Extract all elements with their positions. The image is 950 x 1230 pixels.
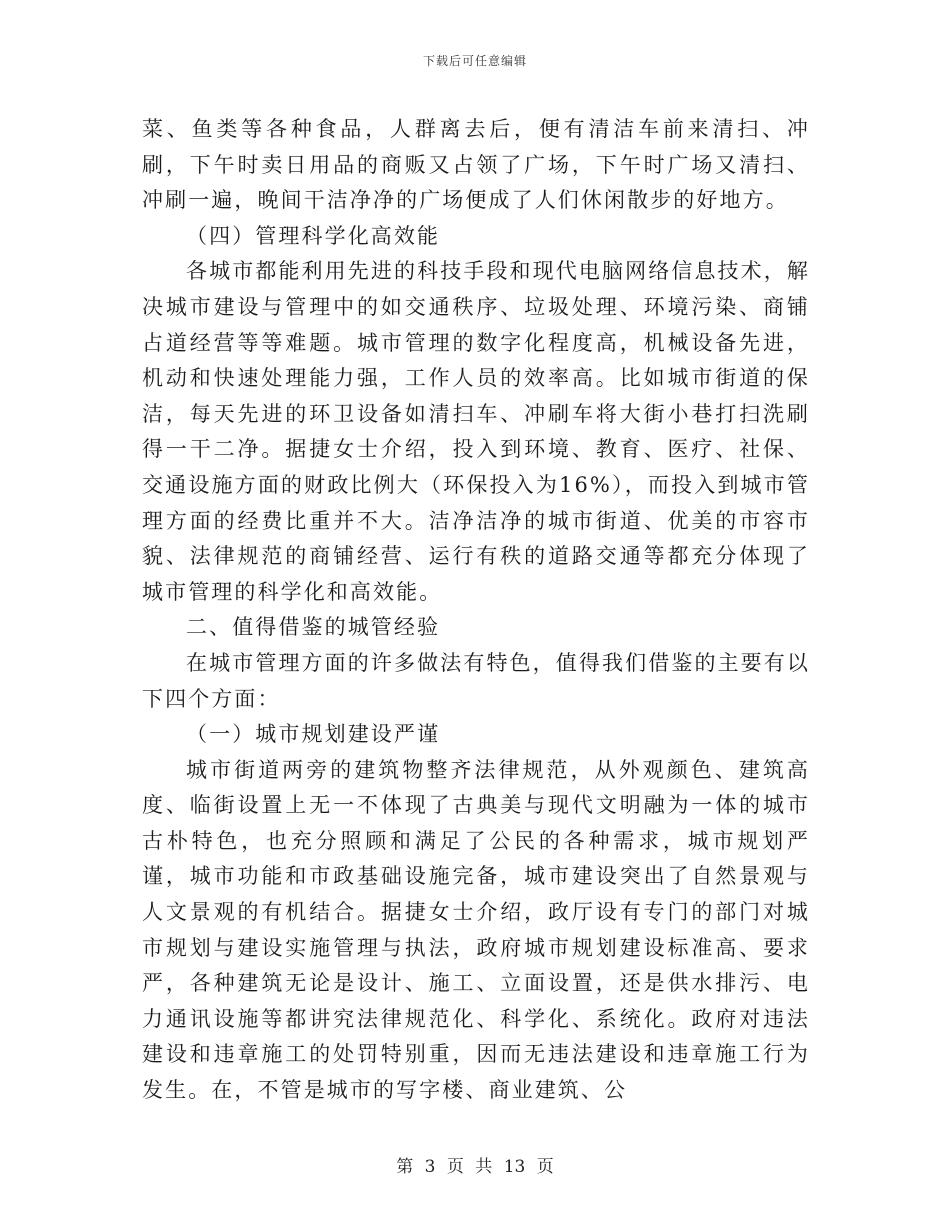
document-body <box>142 112 810 1109</box>
paragraph-experience-intro: 在城市管理方面的许多做法有特色，值得我们借鉴的主要有以下四个方面： <box>142 650 810 711</box>
section-heading-planning: （一）城市规划建设严谨 <box>186 722 441 747</box>
page-header: 下载后可任意编辑 <box>422 54 527 68</box>
paragraph-market-cleaning: 菜、鱼类等各种食品，人群离去后，便有清洁车前来清扫、冲刷，下午时卖日用品的商贩又占领了广场，下午时广场又清扫、冲刷一遍，晚间干洁净净的广场便成了人们休闲散步的好地方。 <box>142 117 810 213</box>
paragraph-management: 各城市都能利用先进的科技手段和现代电脑网络信息技术，解决城市建设与管理中的如交通秩序、垃圾处理、环境污染、商铺占道经营等等难题。城市管理的数字化程度高，机械设备先进，机动和快速处理能力强，工作人员的效率高。比如城市街道的保洁，每天先进的环卫设备如清扫车、冲刷车将大街小巷打扫洗刷得一干二净。据捷女士介绍，投入到环境、教育、医疗、社保、交通设施方面的财政比例大（环保投入为16%），而投入到城市管理方面的经费比重并不大。洁净洁净的城市街道、优美的市容市貌、法律规范的商铺经营、运行有秩的道路交通等都充分体现了城市管理的科学化和高效能。 <box>142 259 810 604</box>
section-heading-management: （四）管理科学化高效能 <box>186 223 441 248</box>
section-heading-experience: 二、值得借鉴的城管经验 <box>186 615 441 640</box>
paragraph-planning: 城市街道两旁的建筑物整齐法律规范，从外观颜色、建筑高度、临街设置上无一不体现了古典美与现代文明融为一体的城市古朴特色，也充分照顾和满足了公民的各种需求，城市规划严谨，城市功能和市政基础设施完备，城市建设突出了自然景观与人文景观的有机结合。据捷女士介绍，政厅设有专门的部门对城市规划与建设实施管理与执法，政府城市规划建设标准高、要求严，各种建筑无论是设计、施工、立面设置，还是供水排污、电力通讯设施等都讲究法律规范化、科学化、系统化。政府对违法建设和违章施工的处罚特别重，因而无违法建设和违章施工行为发生。在，不管是城市的写字楼、商业建筑、公 <box>142 757 810 1103</box>
page-footer: 第 3 页 共 13 页 <box>396 1157 554 1177</box>
